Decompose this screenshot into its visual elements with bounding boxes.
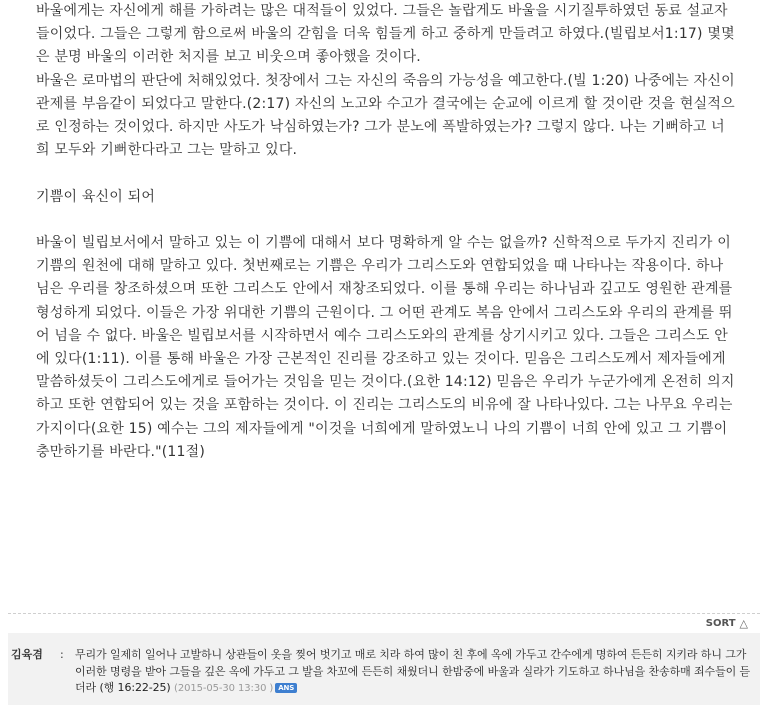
article-paragraph: 바울이 빌립보서에서 말하고 있는 이 기쁨에 대해서 보다 명확하게 알 수는 없을까? 신학적으로 두가지 진리가 이 기쁨의 원천에 대해 말하고 있다. 첫번째로는 기쁨은 우리가 그리스도와 연합되었을 때 나타나는 작용이다. 하나님은 우리를 창조하셨으며 또한 그리스도 안에서 재창조되었다. 이를 통해 우리는 하나님과 깊고도 영원한 관계를 형성하게 되었다. 이들은 가장 위대한 기쁨의 근원이다. 그 어떤 관계도 복음 안에서 그리스도와 우리의 관계를 뛰어 넘을 수 없다. 바울은 빌립보서를 시작하면서 예수 그리스도와의 관계를 상기시키고 있다. 그들은 그리스도 안에 있다(1:11). 이를 통해 바울은 가장 근본적인 진리를 강조하고 있는 것이다. 믿음은 그리스도께서 제자들에게 말씀하셨듯이 그리스도에게로 들어가는 것임을 믿는 것이다.(요한 14:12) 믿음은 우리가 누군가에게 온전히 의지하고 또한 연합되어 있는 것을 포함하는 것이다. 이 진리는 그리스도의 비유에 잘 나타나있다. 그는 나무요 우리는 가지이다(요한 15) 예수는 그의 제자들에게 "이것을 너희에게 말하였노니 나의 기쁨이 너희 안에 있고 그 기쁨이 충만하기를 바란다."(11절) — [36, 235, 735, 460]
reply-badge[interactable]: ANS — [275, 683, 297, 693]
paragraph-spacer — [36, 162, 736, 185]
article-paragraph: 바울에게는 자신에게 해를 가하려는 많은 대적들이 있었다. 그들은 놀랍게도 바울을 시기질투하였던 동료 설교자들이었다. 그들은 그렇게 함으로써 바울의 갇힘을 더욱 힘들게 하고 중하게 만들려고 하였다.(빌립보서1:17) 몇몇은 분명 바울의 이러한 처지를 보고 비웃으며 좋아했을 것이다. — [36, 3, 735, 66]
paragraph-spacer — [36, 209, 736, 232]
article-body — [36, 0, 736, 464]
sort-label: SORT — [705, 618, 736, 629]
comment-separator: : — [60, 648, 64, 661]
comment-body — [75, 647, 755, 698]
sort-button[interactable] — [706, 617, 748, 630]
comments-divider — [8, 613, 760, 614]
comment-list — [8, 633, 760, 705]
comment-author[interactable]: 김육겸 — [11, 648, 43, 661]
triangle-up-icon: △ — [739, 617, 748, 630]
article-paragraph: 바울은 로마법의 판단에 처해있었다. 첫장에서 그는 자신의 죽음의 가능성을 예고한다.(빌 1:20) 나중에는 자신이 관제를 부음같이 되었다고 말한다.(2:17) 자신의 노고와 수고가 결국에는 순교에 이르게 할 것이란 것을 현실적으로 인정하는 것이었다. 하지만 사도가 낙심하였는가? 그가 분노에 폭발하였는가? 그렇지 않다. 나는 기뻐하고 너희 모두와 기뻐한다라고 그는 말하고 있다. — [36, 72, 735, 159]
comment-text: 무리가 일제히 일어나 고발하니 상관들이 옷을 찢어 벗기고 매로 치라 하여 많이 친 후에 옥에 가두고 간수에게 명하여 든든히 지키라 하니 그가 이러한 명령을 받아 그들을 깊은 옥에 가두고 그 발을 차꼬에 든든히 채웠더니 한밤중에 바울과 실라가 기도하고 하나님을 찬송하매 죄수들이 듣더라 (행 16:22-25) — [75, 648, 751, 694]
comment-timestamp: (2015-05-30 13:30 ) — [174, 683, 274, 694]
section-heading: 기쁨이 육신이 되어 — [36, 188, 156, 205]
